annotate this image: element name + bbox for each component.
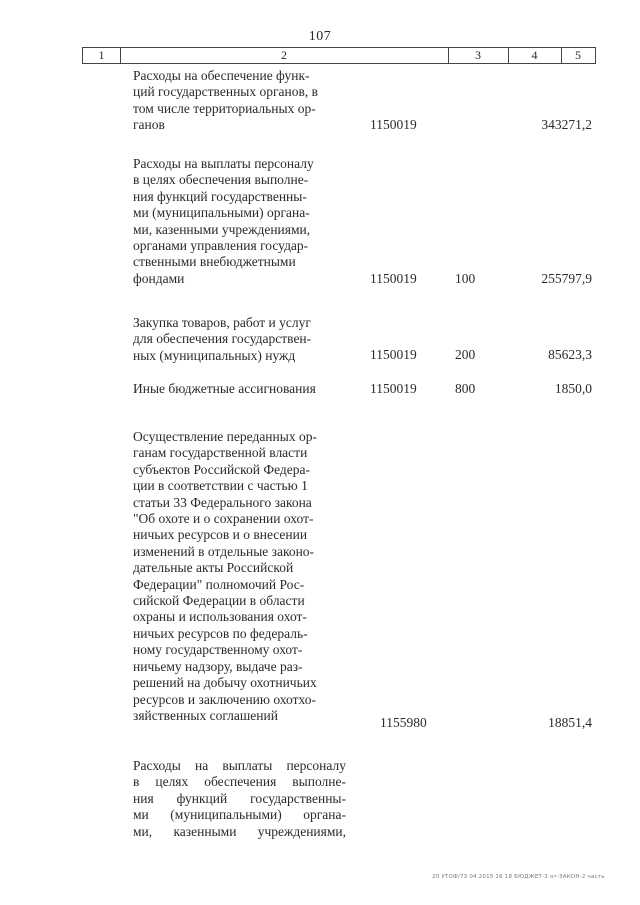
row-description: Осуществление переданных ор- ганам государственной власти субъектов Российской Федера- ции в соответствии с частью 1 статьи 33 Федерального закона "Об охоте и о сохранении охот- ничьих ресурсов и о внесении изменений в отдельные законо- дательные акты Российской Федерации" полномочий Рос- сийской Федерации в области охраны и использования охот- ничьих ресурсов по федераль- ному государственному охот- ничьему надзору, выдаче раз- решений на добычу охотничьих ресурсов и заключению охотхо- зяйственных соглашений: [133, 429, 317, 723]
row-description: Расходы на выплаты персоналу в целях обеспечения выполне- ния функций государственны- ми (муниципальными) органа- ми, казенными учреждениями,: [133, 758, 346, 839]
row-amount: 1850,0: [554, 381, 592, 396]
column-header-1: 1: [83, 48, 121, 63]
document-footer: 20 УТОФ/73 04 2015 16 18 БЮДЖЕТ-3 от-ЗАКОН-2 часть: [432, 874, 605, 880]
row-description: Расходы на выплаты персоналу в целях обеспечения выполне- ния функций государственны- ми (муниципальными) органа- ми, казенными учреждениями, органами управления государ- ственными внебюджетными фондами: [133, 156, 314, 286]
row-code: 1150019: [370, 271, 417, 286]
row-description: Иные бюджетные ассигнования: [133, 381, 316, 396]
row-code: 1155980: [380, 715, 427, 730]
row-description: Расходы на обеспечение функ- ций государственных органов, в том числе территориальных ор- ганов: [133, 68, 318, 133]
table-header: [82, 47, 596, 64]
column-header-3: 3: [448, 48, 509, 63]
row-amount: 18851,4: [548, 715, 592, 730]
row-code: 1150019: [370, 347, 417, 362]
row-code: 1150019: [370, 117, 417, 132]
row-amount: 255797,9: [541, 271, 592, 286]
row-type: 200: [455, 347, 476, 362]
row-code: 1150019: [370, 381, 417, 396]
row-type: 100: [455, 271, 476, 286]
row-description: Закупка товаров, работ и услуг для обеспечения государствен- ных (муниципальных) нужд: [133, 315, 312, 363]
column-header-5: 5: [575, 48, 581, 62]
page-number: 107: [308, 29, 332, 44]
row-amount: 85623,3: [548, 347, 592, 362]
row-amount: 343271,2: [541, 117, 592, 132]
column-header-2: 2: [120, 48, 449, 63]
column-header-4: 4: [508, 48, 562, 63]
row-type: 800: [455, 381, 476, 396]
